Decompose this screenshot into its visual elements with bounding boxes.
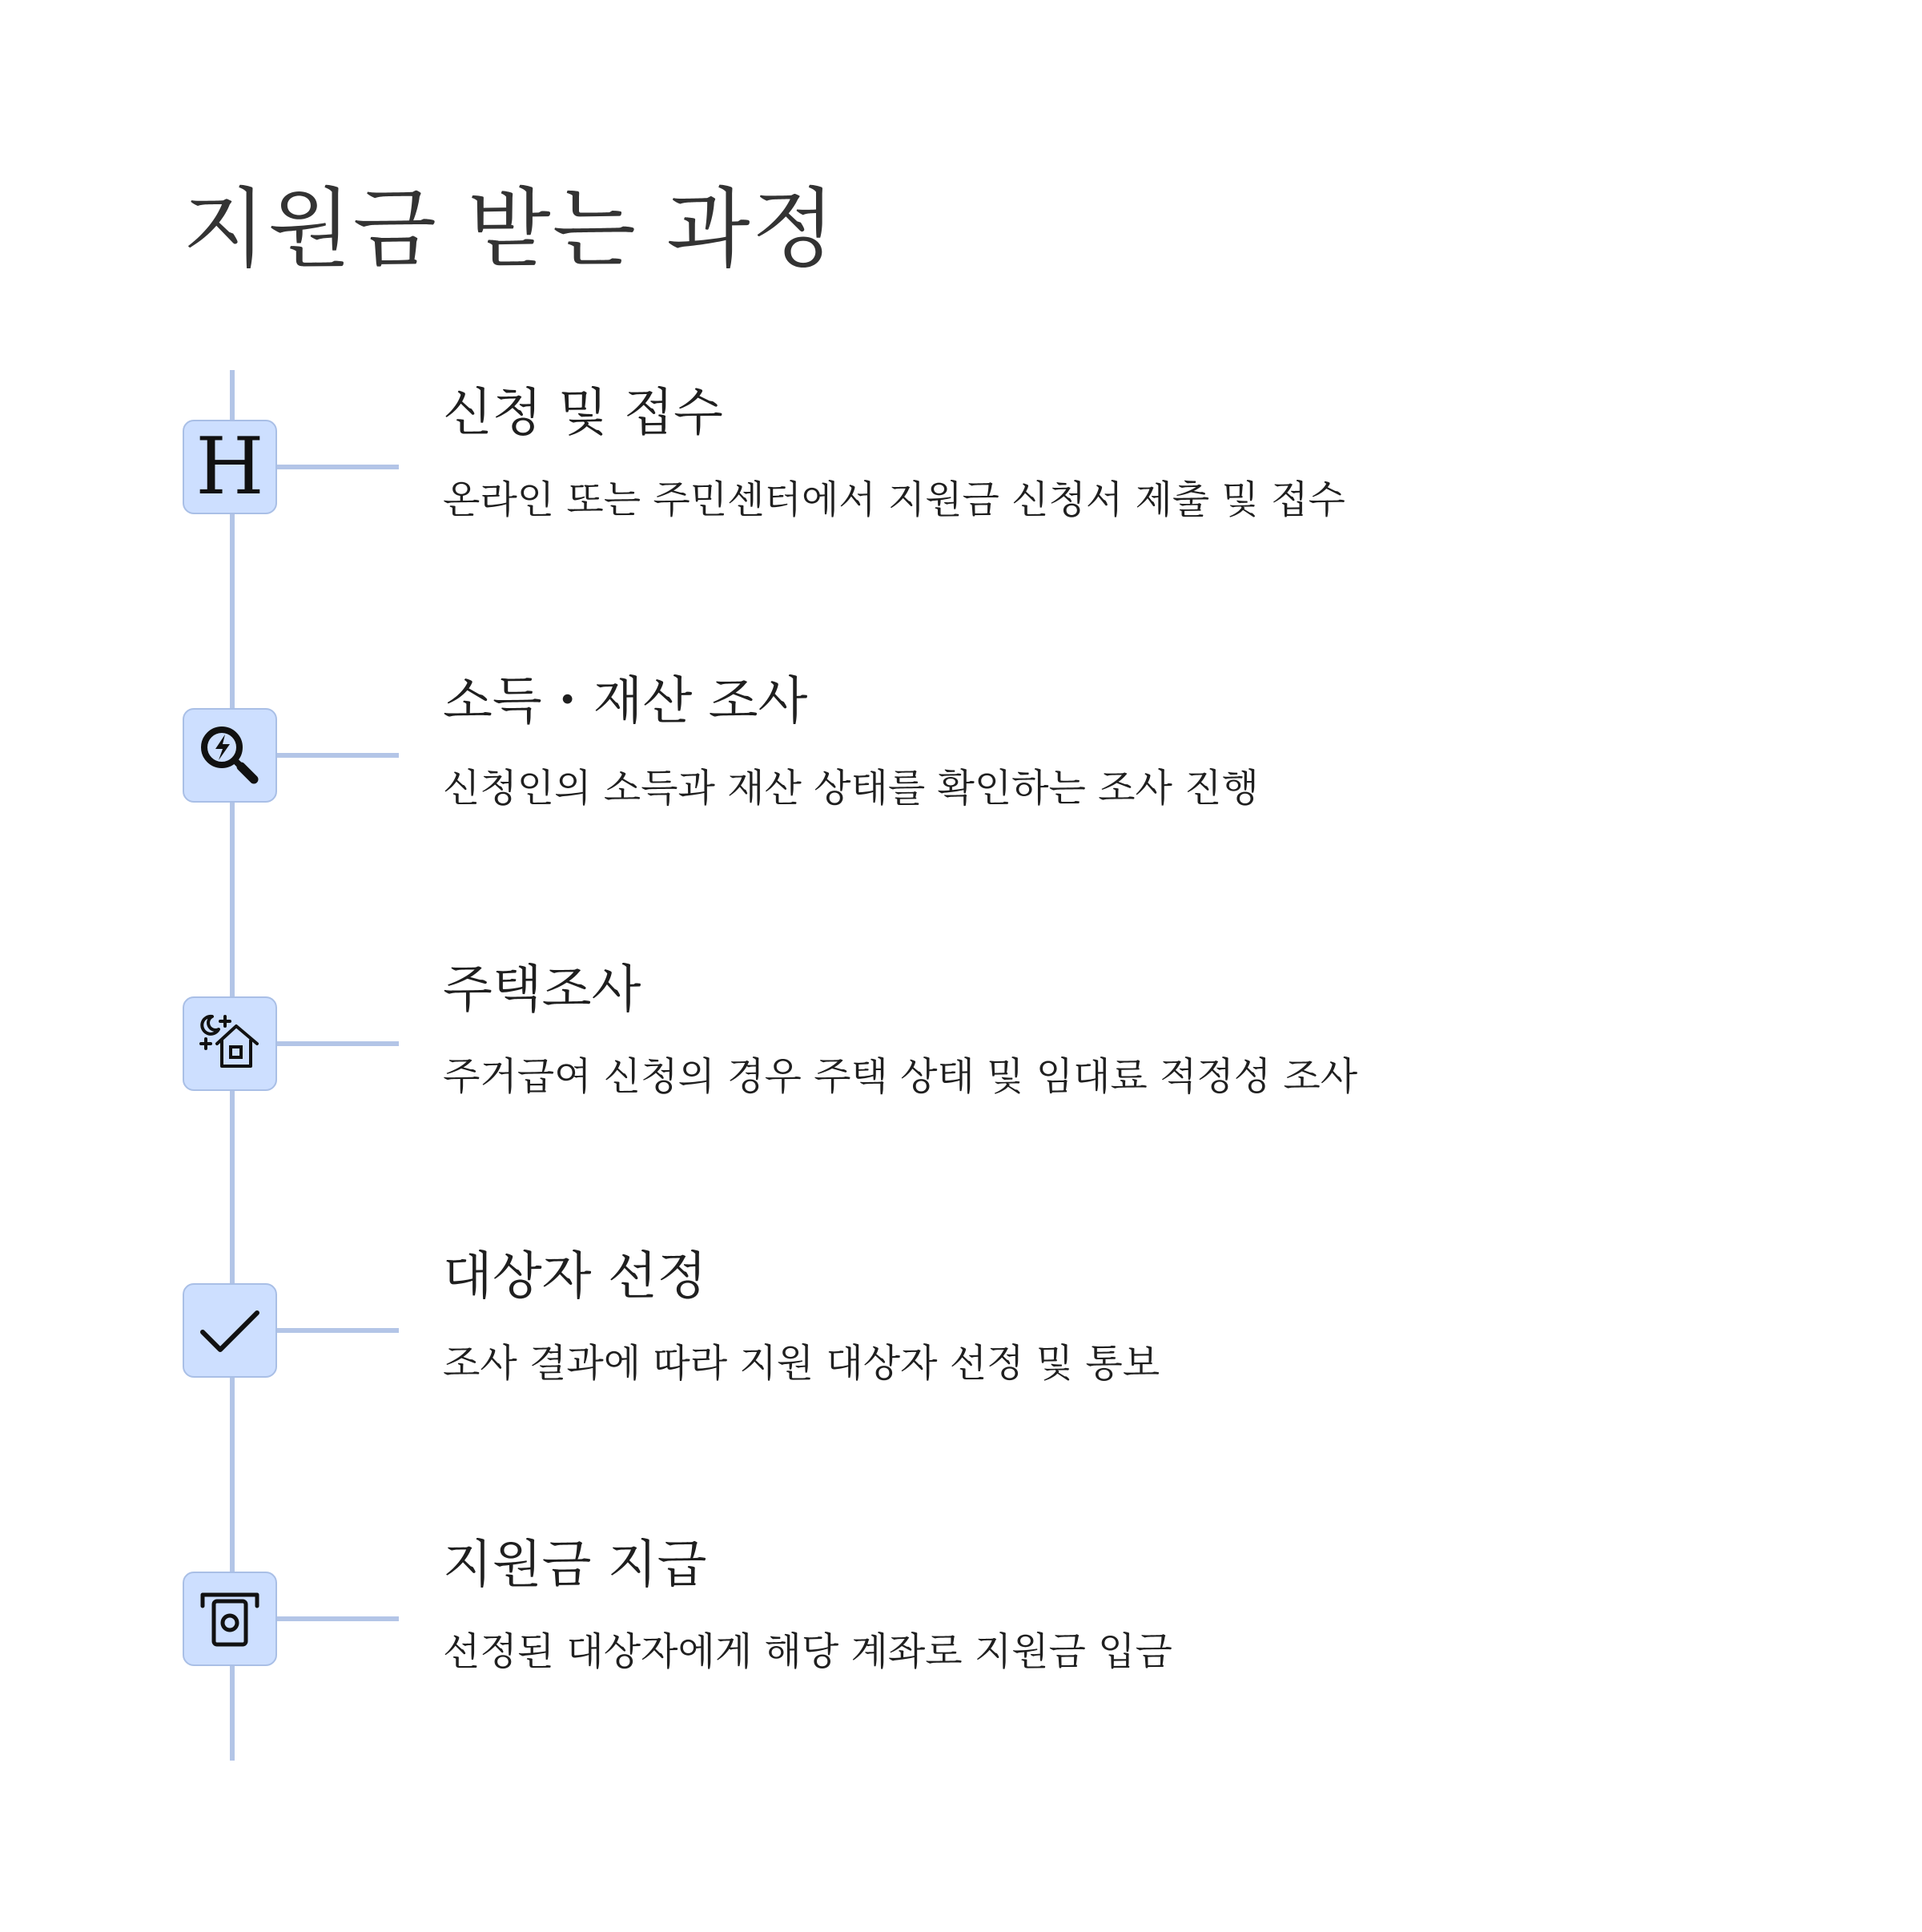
step-icon-box xyxy=(183,420,277,514)
step-title: 소득・재산 조사 xyxy=(443,672,808,731)
step-connector xyxy=(277,1041,399,1046)
step-title: 지원금 지급 xyxy=(443,1536,707,1595)
house-moon-icon xyxy=(196,1010,263,1077)
timeline-step-income-asset-survey xyxy=(0,662,1922,854)
cash-withdrawal-icon xyxy=(196,1585,263,1652)
step-connector xyxy=(277,1328,399,1333)
step-connector xyxy=(277,465,399,469)
step-icon-box xyxy=(183,1283,277,1378)
step-description: 선정된 대상자에게 해당 계좌로 지원금 입금 xyxy=(443,1629,1172,1674)
timeline-step-housing-survey xyxy=(0,950,1922,1142)
step-description: 조사 결과에 따라 지원 대상자 선정 및 통보 xyxy=(443,1341,1160,1386)
timeline-step-application xyxy=(0,373,1922,566)
step-title: 주택조사 xyxy=(443,960,641,1020)
step-description: 온라인 또는 주민센터에서 지원금 신청서 제출 및 접수 xyxy=(443,477,1345,522)
step-icon-box xyxy=(183,996,277,1091)
checkmark-icon xyxy=(196,1297,263,1364)
letter-h-icon: H xyxy=(195,421,264,513)
timeline-step-payment xyxy=(0,1525,1922,1717)
step-connector xyxy=(277,753,399,758)
step-title: 신청 및 접수 xyxy=(443,384,723,443)
search-investigation-icon xyxy=(198,723,262,787)
step-icon-box xyxy=(183,708,277,803)
step-title: 대상자 선정 xyxy=(443,1247,707,1306)
step-connector xyxy=(277,1616,399,1621)
timeline-step-recipient-selection xyxy=(0,1237,1922,1429)
page-title: 지원금 받는 과정 xyxy=(183,179,837,280)
step-description: 신청인의 소득과 재산 상태를 확인하는 조사 진행 xyxy=(443,766,1259,811)
step-icon-box xyxy=(183,1572,277,1666)
step-description: 주거급여 신청의 경우 주택 상태 및 임대료 적정성 조사 xyxy=(443,1054,1358,1099)
